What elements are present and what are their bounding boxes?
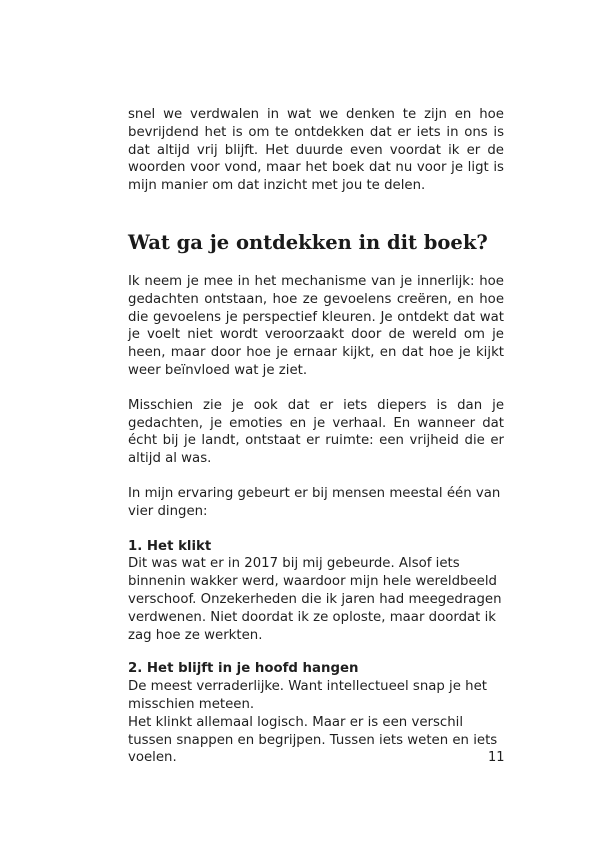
list-item-title: 1. Het klikt — [128, 538, 212, 554]
body-paragraph-1: Ik neem je mee in het mechanisme van je innerlijk: hoe gedachten ontstaan, hoe ze gevoelens creëren, en hoe die gevoelens je perspectief kleuren. Je ontdekt dat wat je voelt niet wordt veroorzaakt door de wereld om je heen, maar door hoe je ernaar kijkt, en dat hoe je kijkt weer beïnvloed wat je ziet. — [128, 273, 504, 378]
list-item — [128, 538, 504, 645]
list-item — [128, 660, 504, 767]
list-item-title: 2. Het blijft in je hoofd hangen — [128, 661, 359, 677]
intro-paragraph: snel we verdwalen in wat we denken te zijn en hoe bevrijdend het is om te ontdekken dat er iets in ons is dat altijd vrij blijft. Het duurde even voordat ik er de woorden voor vond, maar het boek dat nu voor je ligt is mijn manier om dat inzicht met jou te delen. — [128, 107, 504, 194]
body-paragraph-2: Misschien zie je ook dat er iets diepers is dan je gedachten, je emoties en je verhaal. En wanneer dat écht bij je landt, ontstaat er ruimte: een vrijheid die er altijd al was. — [128, 397, 504, 467]
section-heading: Wat ga je ontdekken in dit boek? — [128, 230, 488, 254]
body-paragraph-3: In mijn ervaring gebeurt er bij mensen meestal één van vier dingen: — [128, 485, 501, 519]
list-item-text: De meest verraderlijke. Want intellectueel snap je het misschien meteen. — [128, 679, 487, 712]
page-number: 11 — [488, 750, 505, 765]
list-item-text: Het klinkt allemaal logisch. Maar er is een verschil tussen snappen en begrijpen. Tussen iets weten en iets voelen. — [128, 714, 498, 766]
list-item-text: Dit was wat er in 2017 bij mij gebeurde. Alsof iets binnenin wakker werd, waardoor mijn hele wereldbeeld verschoof. Onzekerheden die ik jaren had meegedragen verdwenen. Niet doordat ik ze oploste, maar doordat ik zag hoe ze werkten. — [128, 556, 502, 643]
page-content — [128, 106, 504, 783]
